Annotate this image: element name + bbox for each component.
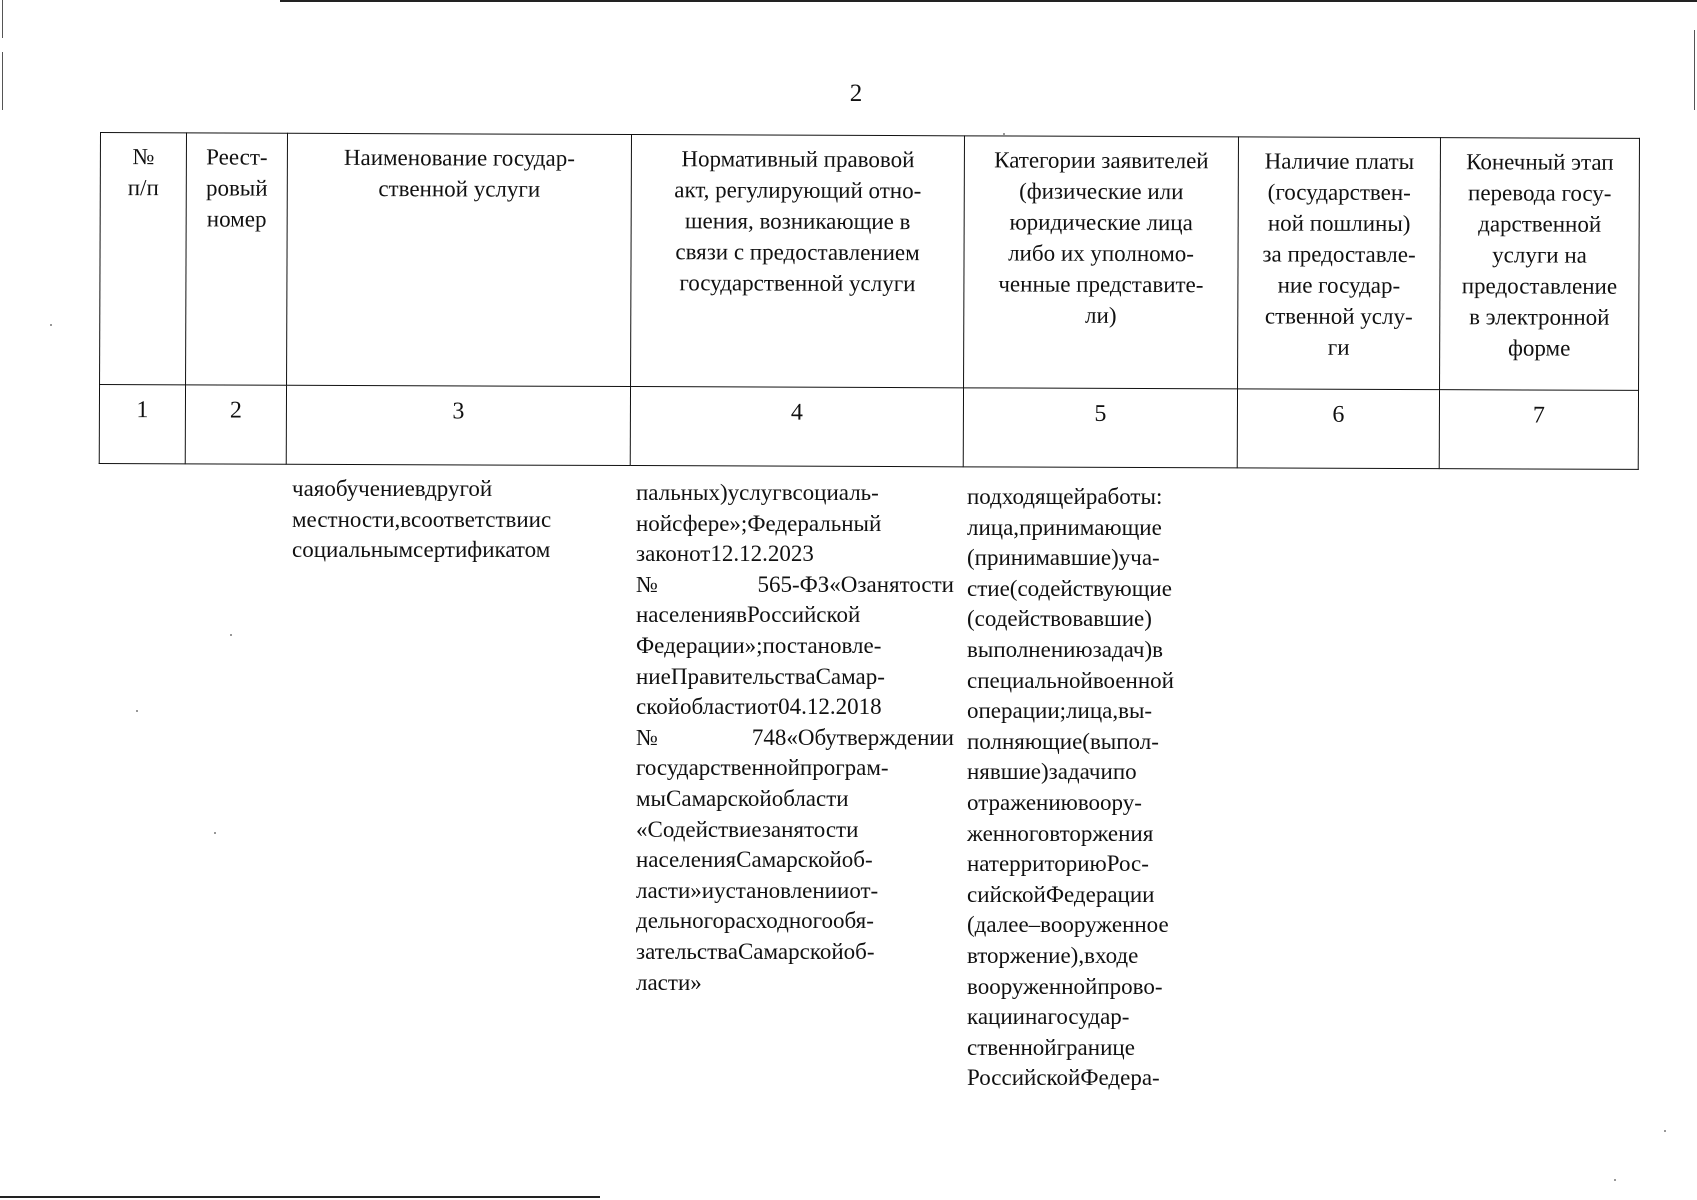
text-line [636, 784, 954, 815]
word: кации [967, 1004, 1025, 1030]
word: ходе [1094, 942, 1139, 968]
text-line [967, 757, 1227, 788]
word: в [414, 476, 426, 501]
scan-speck [214, 832, 216, 834]
text-line [292, 474, 625, 505]
page-number: 2 [849, 80, 863, 107]
word: обучение [324, 476, 415, 501]
word: в [781, 480, 793, 505]
text-line [967, 849, 1227, 880]
word: другой [425, 476, 493, 501]
word: сертификатом [413, 537, 551, 563]
word: в [1152, 636, 1164, 662]
table-header-row [100, 133, 1640, 391]
text-line [967, 696, 1227, 727]
text-line [636, 570, 954, 601]
word: вооруженное [1040, 912, 1169, 938]
text-line [967, 727, 1227, 758]
word: Федера- [1080, 1065, 1160, 1091]
word: от [756, 694, 779, 720]
word: програм- [799, 755, 889, 781]
column-number: 2 [185, 385, 286, 464]
word: от [689, 541, 711, 567]
word: 12.12.2023 [710, 541, 814, 567]
word: нявшие) [967, 759, 1049, 785]
word: вторжения [1049, 820, 1154, 846]
header-cell-registry-number: Реест- ровый номер [186, 133, 288, 385]
services-table-header [99, 132, 1640, 470]
word: ской [636, 694, 681, 720]
text-line [967, 1002, 1227, 1033]
word: области [680, 694, 757, 720]
text-line [967, 513, 1227, 544]
word: Федерации»; [636, 632, 763, 658]
header-cell-regulatory-act: Нормативный правовой акт, регулирующий отно- шения, возникающие в связи с предоставлением государственной услуги [631, 135, 965, 388]
column-number-row [99, 385, 1638, 470]
word: вы- [1118, 698, 1153, 724]
text-line [636, 845, 954, 876]
scan-speck [50, 324, 52, 326]
word: полняющие [967, 728, 1083, 754]
bottom-scan-line [0, 1196, 600, 1198]
left-edge-mark [2, 0, 3, 38]
word: соответствии [411, 506, 541, 532]
text-line [967, 941, 1227, 972]
text-line [636, 631, 954, 662]
scan-speck [1664, 1130, 1666, 1132]
word: Российской [746, 602, 861, 628]
word: ной [636, 510, 673, 536]
word: от- [849, 877, 879, 903]
text-line [636, 753, 954, 784]
word: работы: [1085, 484, 1163, 509]
word: стие [967, 575, 1010, 601]
word: об- [841, 847, 873, 873]
word: государственной [636, 755, 800, 781]
text-line [967, 482, 1227, 513]
word: на [967, 851, 989, 877]
word: дельного [636, 908, 725, 934]
word: на [1024, 1004, 1048, 1030]
word: специальной [967, 667, 1093, 693]
service-name-continuation [292, 474, 625, 566]
top-scan-line [280, 0, 1697, 2]
word: № [636, 571, 758, 597]
word: задачи [1048, 759, 1113, 785]
header-cell-fee: Наличие платы (государствен- ной пошлины) за предоставле- ние государ- ственной услу- ги [1238, 137, 1441, 390]
word: задач) [1092, 636, 1153, 662]
word: Самарской [736, 847, 842, 873]
word: постановле- [762, 632, 882, 658]
word: пальных) [636, 480, 728, 505]
word: Самарской [666, 785, 772, 811]
word: занятости [857, 571, 954, 597]
word: зательства [636, 938, 738, 964]
regulatory-act-continuation [636, 478, 954, 998]
word: (выпол- [1082, 728, 1159, 754]
word: Самарской [737, 938, 844, 964]
word: «Содействие [636, 816, 762, 842]
word: операции; [967, 698, 1067, 724]
word: – [1028, 912, 1041, 938]
text-line [967, 1033, 1227, 1064]
word: Российской [967, 1065, 1081, 1091]
word: уча- [1118, 545, 1160, 571]
text-line [292, 505, 625, 536]
word: (содействующие [1009, 575, 1172, 601]
word: утверждении [825, 724, 954, 750]
column-number: 4 [630, 387, 963, 467]
text-line [636, 509, 954, 540]
header-cell-final-stage: Конечный этап перевода госу- дарственной услуги на предоставление в электронной форме [1440, 138, 1640, 391]
word: в [1084, 942, 1095, 968]
word: «Об [786, 724, 826, 750]
word: Федеральный [747, 510, 882, 536]
text-line [636, 539, 954, 570]
header-cell-applicant-categories: Категории заявителей (физические или юридические лица либо их уполномо- ченные представите- ли) [964, 136, 1239, 389]
word: лица, [1066, 698, 1119, 724]
word: и [701, 877, 715, 903]
word: (содействовавшие) [967, 606, 1152, 632]
text-line [967, 972, 1227, 1003]
text-line [636, 478, 954, 509]
word: Рос- [1106, 851, 1149, 877]
word: 565-ФЗ [757, 571, 830, 597]
text-line [967, 604, 1227, 635]
word: принимающие [1019, 514, 1162, 540]
word: прово- [1097, 973, 1163, 999]
scan-speck [136, 710, 138, 712]
word: лица, [967, 514, 1020, 540]
word: в [736, 602, 747, 628]
word: населения [636, 847, 737, 873]
word: социальным [292, 537, 414, 563]
text-line [967, 1063, 1227, 1094]
scan-speck [230, 634, 232, 636]
word: с [541, 506, 552, 532]
word: ласти» [636, 877, 702, 903]
word: воору- [1077, 789, 1142, 815]
word: об- [843, 938, 875, 964]
word: 04.12.2018 [778, 694, 882, 720]
word: услуг [727, 480, 782, 505]
word: государ- [1047, 1004, 1130, 1030]
text-line [636, 968, 954, 999]
text-line [636, 662, 954, 693]
text-line [636, 692, 954, 723]
text-line [636, 937, 954, 968]
word: Правительства [670, 663, 816, 689]
word: Самар- [815, 663, 885, 689]
word: территорию [988, 851, 1107, 877]
word: чая [292, 476, 325, 501]
word: сийской [967, 881, 1046, 907]
text-line [967, 635, 1227, 666]
word: вооруженной [967, 973, 1098, 999]
word: ласти» [636, 969, 702, 995]
word: области [771, 785, 849, 811]
word: социаль- [792, 480, 879, 505]
word: ние [636, 663, 671, 689]
text-line [636, 876, 954, 907]
header-cell-service-name: Наименование государ- ственной услуги [287, 133, 632, 386]
word: местности, [292, 506, 401, 532]
word: (принимавшие) [967, 545, 1119, 571]
word: занятости [761, 816, 859, 842]
column-number: 1 [99, 385, 185, 464]
word: установлении [714, 877, 850, 903]
word: вторжение), [967, 942, 1085, 968]
word: населения [636, 602, 737, 628]
text-line [967, 819, 1227, 850]
word: женного [967, 820, 1050, 846]
text-line [967, 880, 1227, 911]
column-number: 3 [286, 385, 630, 465]
word: (далее [967, 912, 1029, 938]
word: № [636, 724, 752, 750]
text-line [292, 535, 625, 566]
text-line [967, 543, 1227, 574]
text-line [967, 910, 1227, 941]
word: 748 [751, 724, 787, 750]
word: военной [1092, 667, 1174, 693]
text-line [967, 788, 1227, 819]
text-line [967, 574, 1227, 605]
word: обя- [833, 908, 874, 934]
word: мы [636, 785, 667, 811]
word: сфере»; [672, 510, 748, 536]
word: подходящей [967, 484, 1086, 509]
text-line [636, 600, 954, 631]
word: расходного [724, 908, 833, 934]
word: в [400, 506, 412, 532]
word: отражению [967, 789, 1078, 815]
text-line [636, 815, 954, 846]
word: границе [1056, 1034, 1135, 1060]
word: Федерации [1045, 881, 1155, 907]
text-line [967, 666, 1227, 697]
scan-speck [1614, 1179, 1616, 1181]
column-number: 5 [963, 388, 1237, 468]
text-line [636, 906, 954, 937]
column-number: 7 [1439, 390, 1638, 470]
word: закон [636, 541, 690, 567]
column-number: 6 [1237, 389, 1439, 469]
word: ственной [967, 1034, 1057, 1060]
applicant-categories-continuation [967, 482, 1227, 1094]
word: выполнению [967, 636, 1093, 662]
word: «О [829, 571, 858, 597]
header-cell-number: № п/п [100, 133, 187, 385]
word: по [1112, 759, 1137, 785]
text-line [636, 723, 954, 754]
